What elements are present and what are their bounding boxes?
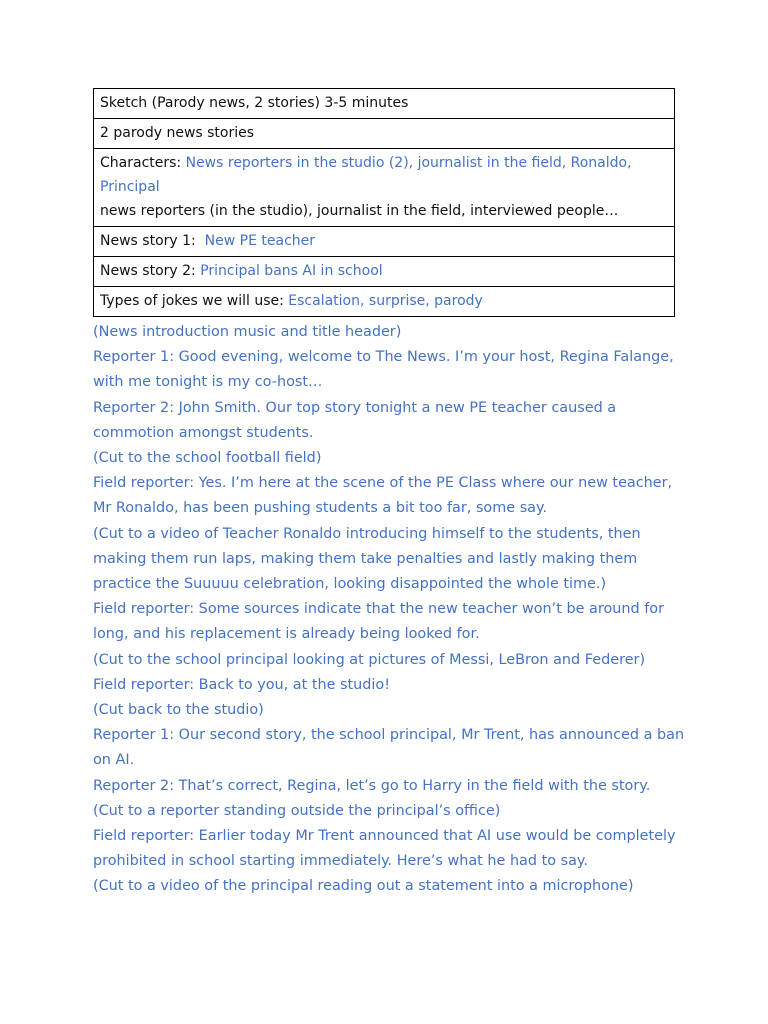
characters-note: news reporters (in the studio), journalist in the field, interviewed people… [100,203,619,219]
script-line: (Cut back to the studio) [93,702,264,719]
characters-label: Characters: [100,155,186,171]
story2-cell [94,257,675,287]
table-row [94,119,675,149]
script-line: Field reporter: Some sources indicate that the new teacher won’t be around for long, and his replacement is already being looked for. [93,601,664,643]
story2-label: News story 2: [100,263,201,279]
stories-summary: 2 parody news stories [100,125,255,141]
jokes-value: Escalation, surprise, parody [288,293,483,309]
jokes-label: Types of jokes we will use: [100,293,289,309]
script-line: Reporter 1: Good evening, welcome to The News. I’m your host, Regina Falange, with me tonight is my co-host… [93,349,674,391]
script-line: Field reporter: Yes. I’m here at the scene of the PE Class where our new teacher, Mr Ronaldo, has been pushing students a bit too far, some say. [93,475,673,517]
sketch-title-cell [94,89,675,119]
sketch-title: Sketch (Parody news, 2 stories) 3-5 minutes [100,95,409,111]
script-line: (Cut to the school principal looking at pictures of Messi, LeBron and Federer) [93,651,646,668]
characters-cell [94,149,675,227]
script-body [93,320,693,900]
table-row [94,287,675,317]
script-line: Reporter 1: Our second story, the school principal, Mr Trent, has announced a ban on AI. [93,727,685,769]
script-line: (Cut to a reporter standing outside the principal’s office) [93,802,501,819]
script-line: (Cut to a video of Teacher Ronaldo introducing himself to the students, then making them run laps, making them take penalties and lastly making them practice the Suuuuu celebration, looking disappointed the whole time.) [93,525,641,593]
story1-label: News story 1: [100,233,205,249]
stories-summary-cell [94,119,675,149]
script-line: (Cut to a video of the principal reading out a statement into a microphone) [93,878,634,895]
script-line: Reporter 2: John Smith. Our top story tonight a new PE teacher caused a commotion amongst students. [93,399,617,441]
table-row [94,149,675,227]
story1-cell [94,227,675,257]
script-line: Field reporter: Back to you, at the studio! [93,676,390,693]
table-row [94,257,675,287]
script-line: (Cut to the school football field) [93,450,322,467]
story2-value: Principal bans AI in school [200,263,383,279]
jokes-cell [94,287,675,317]
sketch-plan-table [93,88,675,317]
characters-value: News reporters in the studio (2), journalist in the field, Ronaldo, Principal [100,155,632,195]
script-line: Field reporter: Earlier today Mr Trent announced that AI use would be completely prohibited in school starting immediately. Here’s what he had to say. [93,828,676,870]
script-line: (News introduction music and title header) [93,324,402,340]
table-row [94,227,675,257]
table-row [94,89,675,119]
script-line: Reporter 2: That’s correct, Regina, let’s go to Harry in the field with the story. [93,777,651,794]
story1-value: New PE teacher [204,233,316,249]
